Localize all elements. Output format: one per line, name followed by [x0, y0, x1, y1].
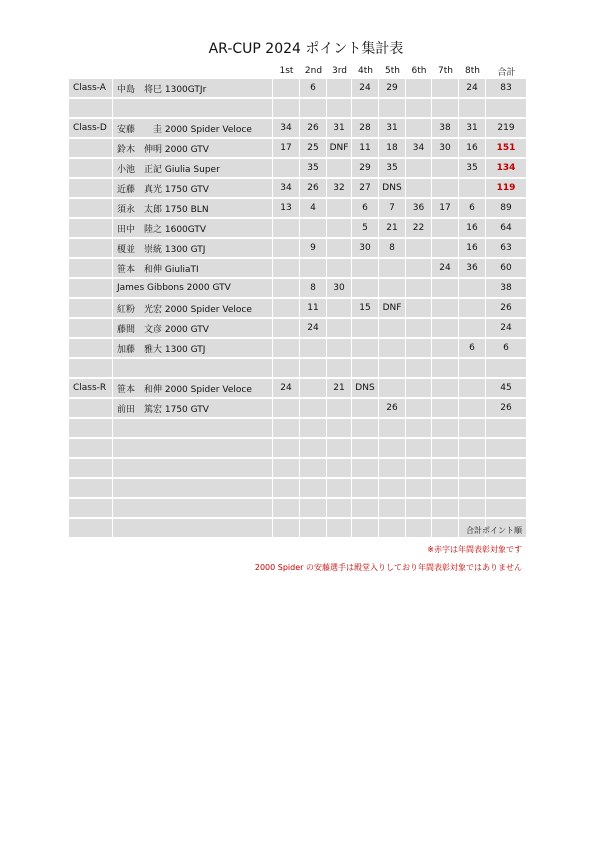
- round-points-cell: [327, 259, 352, 279]
- round-points-cell: [406, 179, 432, 199]
- driver-cell: [113, 459, 273, 479]
- driver-cell: 田中 陸之 1600GTV: [113, 219, 273, 239]
- round-points-cell: 11: [300, 299, 327, 319]
- class-cell: [69, 419, 113, 439]
- round-points-cell: [273, 279, 300, 299]
- round-points-cell: 16: [459, 139, 486, 159]
- round-points-cell: [352, 419, 379, 439]
- table-row: [69, 119, 527, 139]
- round-points-cell: [379, 339, 406, 359]
- round-points-cell: 8: [379, 239, 406, 259]
- round-points-cell: [300, 259, 327, 279]
- round-points-cell: [273, 339, 300, 359]
- table-row: [69, 479, 527, 499]
- round-points-cell: [459, 179, 486, 199]
- round-points-cell: [327, 159, 352, 179]
- round-points-cell: [273, 459, 300, 479]
- class-cell: [69, 479, 113, 499]
- round-points-cell: [379, 379, 406, 399]
- round-points-cell: [327, 319, 352, 339]
- round-points-cell: [379, 499, 406, 519]
- round-points-cell: [406, 319, 432, 339]
- round-points-cell: [327, 339, 352, 359]
- driver-cell: 笹本 和伸 2000 Spider Veloce: [113, 379, 273, 399]
- total-cell: 26: [486, 299, 527, 319]
- round-points-cell: [459, 319, 486, 339]
- driver-cell: 中島 将巳 1300GTJr: [113, 79, 273, 99]
- class-cell: [69, 399, 113, 419]
- round-points-cell: [273, 259, 300, 279]
- total-cell: 134: [486, 159, 527, 179]
- round-points-cell: 15: [352, 299, 379, 319]
- round-points-cell: [432, 179, 459, 199]
- round-points-cell: [432, 239, 459, 259]
- round-points-cell: [273, 499, 300, 519]
- round-points-cell: [273, 399, 300, 419]
- round-points-cell: 27: [352, 179, 379, 199]
- round-points-cell: [327, 479, 352, 499]
- driver-cell: 近藤 真光 1750 GTV: [113, 179, 273, 199]
- total-cell: 38: [486, 279, 527, 299]
- round-points-cell: 22: [406, 219, 432, 239]
- round-points-cell: [327, 219, 352, 239]
- class-cell: [69, 199, 113, 219]
- round-points-cell: [432, 439, 459, 459]
- round-points-cell: 4: [300, 199, 327, 219]
- round-header: 2nd: [304, 66, 323, 76]
- round-points-cell: [432, 79, 459, 99]
- total-cell: [486, 359, 527, 379]
- round-header: 8th: [465, 66, 480, 76]
- round-points-cell: [432, 279, 459, 299]
- round-points-cell: [273, 319, 300, 339]
- round-points-cell: [432, 499, 459, 519]
- round-points-cell: 21: [379, 219, 406, 239]
- round-points-cell: [459, 459, 486, 479]
- driver-cell: [113, 419, 273, 439]
- round-points-cell: [459, 499, 486, 519]
- driver-cell: James Gibbons 2000 GTV: [113, 279, 273, 299]
- round-points-cell: 26: [300, 179, 327, 199]
- round-points-cell: 25: [300, 139, 327, 159]
- round-points-cell: [406, 359, 432, 379]
- round-header: 1st: [279, 66, 294, 76]
- round-points-cell: [406, 519, 432, 539]
- round-points-cell: [300, 339, 327, 359]
- round-points-cell: 26: [300, 119, 327, 139]
- round-points-cell: [379, 419, 406, 439]
- round-points-cell: [352, 519, 379, 539]
- round-points-cell: [327, 199, 352, 219]
- round-points-cell: 28: [352, 119, 379, 139]
- class-cell: [69, 319, 113, 339]
- round-points-cell: DNS: [352, 379, 379, 399]
- round-points-cell: [327, 419, 352, 439]
- round-points-cell: 35: [379, 159, 406, 179]
- round-points-cell: [273, 79, 300, 99]
- round-points-cell: 38: [432, 119, 459, 139]
- total-cell: [486, 99, 527, 119]
- round-points-cell: [406, 379, 432, 399]
- driver-cell: 前田 篤宏 1750 GTV: [113, 399, 273, 419]
- driver-cell: [113, 359, 273, 379]
- round-points-cell: [327, 519, 352, 539]
- round-header: 7th: [438, 66, 453, 76]
- class-cell: [69, 99, 113, 119]
- round-points-cell: [352, 339, 379, 359]
- round-points-cell: [352, 99, 379, 119]
- round-points-cell: 24: [273, 379, 300, 399]
- class-cell: Class-R: [69, 379, 113, 399]
- table-row: [69, 299, 527, 319]
- red-text-note: ※赤字は年間表彰対象です: [427, 545, 522, 554]
- round-points-cell: [459, 479, 486, 499]
- round-points-cell: [300, 219, 327, 239]
- round-points-cell: [327, 99, 352, 119]
- round-points-cell: [432, 379, 459, 399]
- round-points-cell: [352, 439, 379, 459]
- round-points-cell: [379, 279, 406, 299]
- round-points-cell: [300, 499, 327, 519]
- class-cell: [69, 459, 113, 479]
- round-points-cell: [327, 299, 352, 319]
- round-points-cell: [273, 359, 300, 379]
- round-points-cell: [406, 439, 432, 459]
- round-header: 3rd: [332, 66, 347, 76]
- round-points-cell: [406, 339, 432, 359]
- round-points-cell: [379, 259, 406, 279]
- total-cell: 60: [486, 259, 527, 279]
- round-points-cell: 7: [379, 199, 406, 219]
- class-cell: [69, 339, 113, 359]
- class-cell: [69, 259, 113, 279]
- round-points-cell: [379, 519, 406, 539]
- class-cell: [69, 359, 113, 379]
- driver-cell: [113, 479, 273, 499]
- round-points-cell: 26: [379, 399, 406, 419]
- round-points-cell: [379, 479, 406, 499]
- round-points-cell: [432, 399, 459, 419]
- round-points-cell: 16: [459, 219, 486, 239]
- driver-cell: 笹本 和伸 GiuliaTI: [113, 259, 273, 279]
- round-points-cell: [300, 99, 327, 119]
- class-cell: [69, 439, 113, 459]
- table-row: [69, 459, 527, 479]
- driver-cell: [113, 99, 273, 119]
- total-cell: [486, 479, 527, 499]
- driver-cell: 須永 太郎 1750 BLN: [113, 199, 273, 219]
- round-points-cell: [406, 419, 432, 439]
- round-points-cell: 6: [300, 79, 327, 99]
- table-row: [69, 439, 527, 459]
- round-points-cell: [300, 399, 327, 419]
- total-cell: [486, 439, 527, 459]
- round-points-cell: 8: [300, 279, 327, 299]
- round-points-cell: DNS: [379, 179, 406, 199]
- round-points-cell: 17: [273, 139, 300, 159]
- round-points-cell: DNF: [327, 139, 352, 159]
- round-points-cell: 35: [300, 159, 327, 179]
- round-points-cell: 30: [352, 239, 379, 259]
- round-points-cell: 34: [406, 139, 432, 159]
- round-points-cell: [432, 219, 459, 239]
- round-points-cell: 6: [459, 339, 486, 359]
- round-points-cell: [327, 459, 352, 479]
- class-cell: [69, 219, 113, 239]
- total-cell: [486, 499, 527, 519]
- round-points-cell: [273, 479, 300, 499]
- round-points-cell: [432, 419, 459, 439]
- round-points-cell: [406, 159, 432, 179]
- driver-cell: 安藤 圭 2000 Spider Veloce: [113, 119, 273, 139]
- round-points-cell: [273, 239, 300, 259]
- round-points-cell: [352, 279, 379, 299]
- round-points-cell: [459, 439, 486, 459]
- round-points-cell: [379, 319, 406, 339]
- round-points-cell: [352, 459, 379, 479]
- round-points-cell: [406, 119, 432, 139]
- total-cell: [486, 419, 527, 439]
- table-row: [69, 359, 527, 379]
- class-cell: Class-D: [69, 119, 113, 139]
- round-points-cell: [406, 79, 432, 99]
- table-row: [69, 259, 527, 279]
- round-points-cell: 31: [327, 119, 352, 139]
- round-points-cell: [432, 299, 459, 319]
- round-points-cell: [327, 399, 352, 419]
- round-points-cell: [459, 379, 486, 399]
- total-cell: 64: [486, 219, 527, 239]
- driver-cell: [113, 439, 273, 459]
- round-points-cell: 21: [327, 379, 352, 399]
- round-header: 6th: [411, 66, 427, 76]
- round-points-cell: 31: [379, 119, 406, 139]
- round-points-cell: 18: [379, 139, 406, 159]
- driver-cell: [113, 519, 273, 539]
- total-cell: 45: [486, 379, 527, 399]
- class-cell: [69, 499, 113, 519]
- driver-cell: 小池 正記 Giulia Super: [113, 159, 273, 179]
- round-points-cell: 34: [273, 119, 300, 139]
- round-points-cell: [379, 459, 406, 479]
- round-points-cell: [406, 279, 432, 299]
- round-points-cell: 6: [352, 199, 379, 219]
- round-points-cell: [352, 499, 379, 519]
- round-points-cell: [273, 439, 300, 459]
- round-points-cell: [379, 99, 406, 119]
- round-points-cell: 9: [300, 239, 327, 259]
- points-table: [69, 63, 527, 539]
- round-points-cell: 29: [352, 159, 379, 179]
- round-points-cell: [327, 359, 352, 379]
- round-points-cell: [406, 239, 432, 259]
- round-points-cell: 24: [459, 79, 486, 99]
- round-points-cell: [300, 379, 327, 399]
- round-points-cell: [432, 99, 459, 119]
- round-header: 4th: [358, 66, 373, 76]
- round-points-cell: 35: [459, 159, 486, 179]
- table-row: [69, 339, 527, 359]
- table-row: [69, 399, 527, 419]
- round-points-cell: [273, 419, 300, 439]
- driver-cell: [113, 499, 273, 519]
- round-points-cell: [352, 319, 379, 339]
- total-cell: 151: [486, 139, 527, 159]
- round-points-cell: [459, 299, 486, 319]
- round-points-cell: 16: [459, 239, 486, 259]
- round-points-cell: [327, 79, 352, 99]
- round-header: 5th: [385, 66, 400, 76]
- table-row: [69, 519, 527, 539]
- round-points-cell: 36: [459, 259, 486, 279]
- round-points-cell: [379, 439, 406, 459]
- total-cell: 63: [486, 239, 527, 259]
- round-points-cell: 36: [406, 199, 432, 219]
- total-cell: 83: [486, 79, 527, 99]
- class-cell: [69, 159, 113, 179]
- round-points-cell: [273, 159, 300, 179]
- class-cell: Class-A: [69, 79, 113, 99]
- table-row: [69, 239, 527, 259]
- round-points-cell: [300, 439, 327, 459]
- round-points-cell: [406, 399, 432, 419]
- table-row: [69, 379, 527, 399]
- table-row: [69, 499, 527, 519]
- round-points-cell: [459, 399, 486, 419]
- round-points-cell: [379, 359, 406, 379]
- round-points-cell: 24: [432, 259, 459, 279]
- class-cell: [69, 279, 113, 299]
- class-cell: [69, 239, 113, 259]
- round-points-cell: [273, 99, 300, 119]
- round-points-cell: [406, 99, 432, 119]
- round-points-cell: [432, 159, 459, 179]
- round-points-cell: [300, 359, 327, 379]
- round-header: 合計: [497, 67, 516, 78]
- round-points-cell: [300, 419, 327, 439]
- round-points-cell: [406, 479, 432, 499]
- round-points-cell: [432, 519, 459, 539]
- round-points-cell: [406, 459, 432, 479]
- sort-order-note: 合計ポイント順: [466, 526, 522, 535]
- round-points-cell: [300, 459, 327, 479]
- round-points-cell: [432, 339, 459, 359]
- total-cell: 119: [486, 179, 527, 199]
- round-points-cell: 30: [432, 139, 459, 159]
- table-row: [69, 219, 527, 239]
- round-points-cell: [352, 479, 379, 499]
- round-points-cell: 30: [327, 279, 352, 299]
- hall-of-fame-note: 2000 Spider の安藤選手は殿堂入りしており年間表彰対象ではありません: [254, 563, 522, 572]
- table-row: [69, 419, 527, 439]
- round-points-cell: 31: [459, 119, 486, 139]
- driver-header: [113, 63, 273, 79]
- round-points-cell: 32: [327, 179, 352, 199]
- table-row: [69, 179, 527, 199]
- total-cell: 24: [486, 319, 527, 339]
- round-points-cell: [273, 299, 300, 319]
- round-points-cell: [327, 439, 352, 459]
- round-points-cell: [459, 279, 486, 299]
- class-cell: [69, 519, 113, 539]
- round-points-cell: [327, 239, 352, 259]
- driver-cell: 鈴木 伸明 2000 GTV: [113, 139, 273, 159]
- page-title: AR-CUP 2024 ポイント集計表: [208, 41, 404, 57]
- table-row: [69, 79, 527, 99]
- round-points-cell: [327, 499, 352, 519]
- round-points-cell: 11: [352, 139, 379, 159]
- round-points-cell: [459, 359, 486, 379]
- round-points-cell: 29: [379, 79, 406, 99]
- round-points-cell: [459, 99, 486, 119]
- table-row: [69, 159, 527, 179]
- round-points-cell: [352, 259, 379, 279]
- class-cell: [69, 139, 113, 159]
- class-header: [69, 63, 113, 79]
- header-row: [69, 63, 527, 79]
- total-cell: [486, 459, 527, 479]
- round-points-cell: 17: [432, 199, 459, 219]
- round-points-cell: [352, 399, 379, 419]
- table-row: [69, 199, 527, 219]
- round-points-cell: [406, 259, 432, 279]
- total-cell: 89: [486, 199, 527, 219]
- table-row: [69, 99, 527, 119]
- round-points-cell: [352, 359, 379, 379]
- round-points-cell: [300, 479, 327, 499]
- class-cell: [69, 179, 113, 199]
- driver-cell: 藤間 文彦 2000 GTV: [113, 319, 273, 339]
- round-points-cell: [459, 419, 486, 439]
- driver-cell: 榎並 崇統 1300 GTJ: [113, 239, 273, 259]
- round-points-cell: [300, 519, 327, 539]
- round-points-cell: [273, 219, 300, 239]
- driver-cell: 紅粉 光宏 2000 Spider Veloce: [113, 299, 273, 319]
- table-row: [69, 139, 527, 159]
- table-row: [69, 279, 527, 299]
- total-cell: 219: [486, 119, 527, 139]
- round-points-cell: 13: [273, 199, 300, 219]
- round-points-cell: 24: [352, 79, 379, 99]
- round-points-cell: 34: [273, 179, 300, 199]
- round-points-cell: [432, 319, 459, 339]
- table-row: [69, 319, 527, 339]
- round-points-cell: [432, 479, 459, 499]
- driver-cell: 加藤 雅大 1300 GTJ: [113, 339, 273, 359]
- round-points-cell: 24: [300, 319, 327, 339]
- round-points-cell: 5: [352, 219, 379, 239]
- round-points-cell: [406, 499, 432, 519]
- total-cell: 26: [486, 399, 527, 419]
- class-cell: [69, 299, 113, 319]
- total-cell: 6: [486, 339, 527, 359]
- round-points-cell: [406, 299, 432, 319]
- round-points-cell: [432, 459, 459, 479]
- round-points-cell: DNF: [379, 299, 406, 319]
- round-points-cell: 6: [459, 199, 486, 219]
- round-points-cell: [273, 519, 300, 539]
- round-points-cell: [432, 359, 459, 379]
